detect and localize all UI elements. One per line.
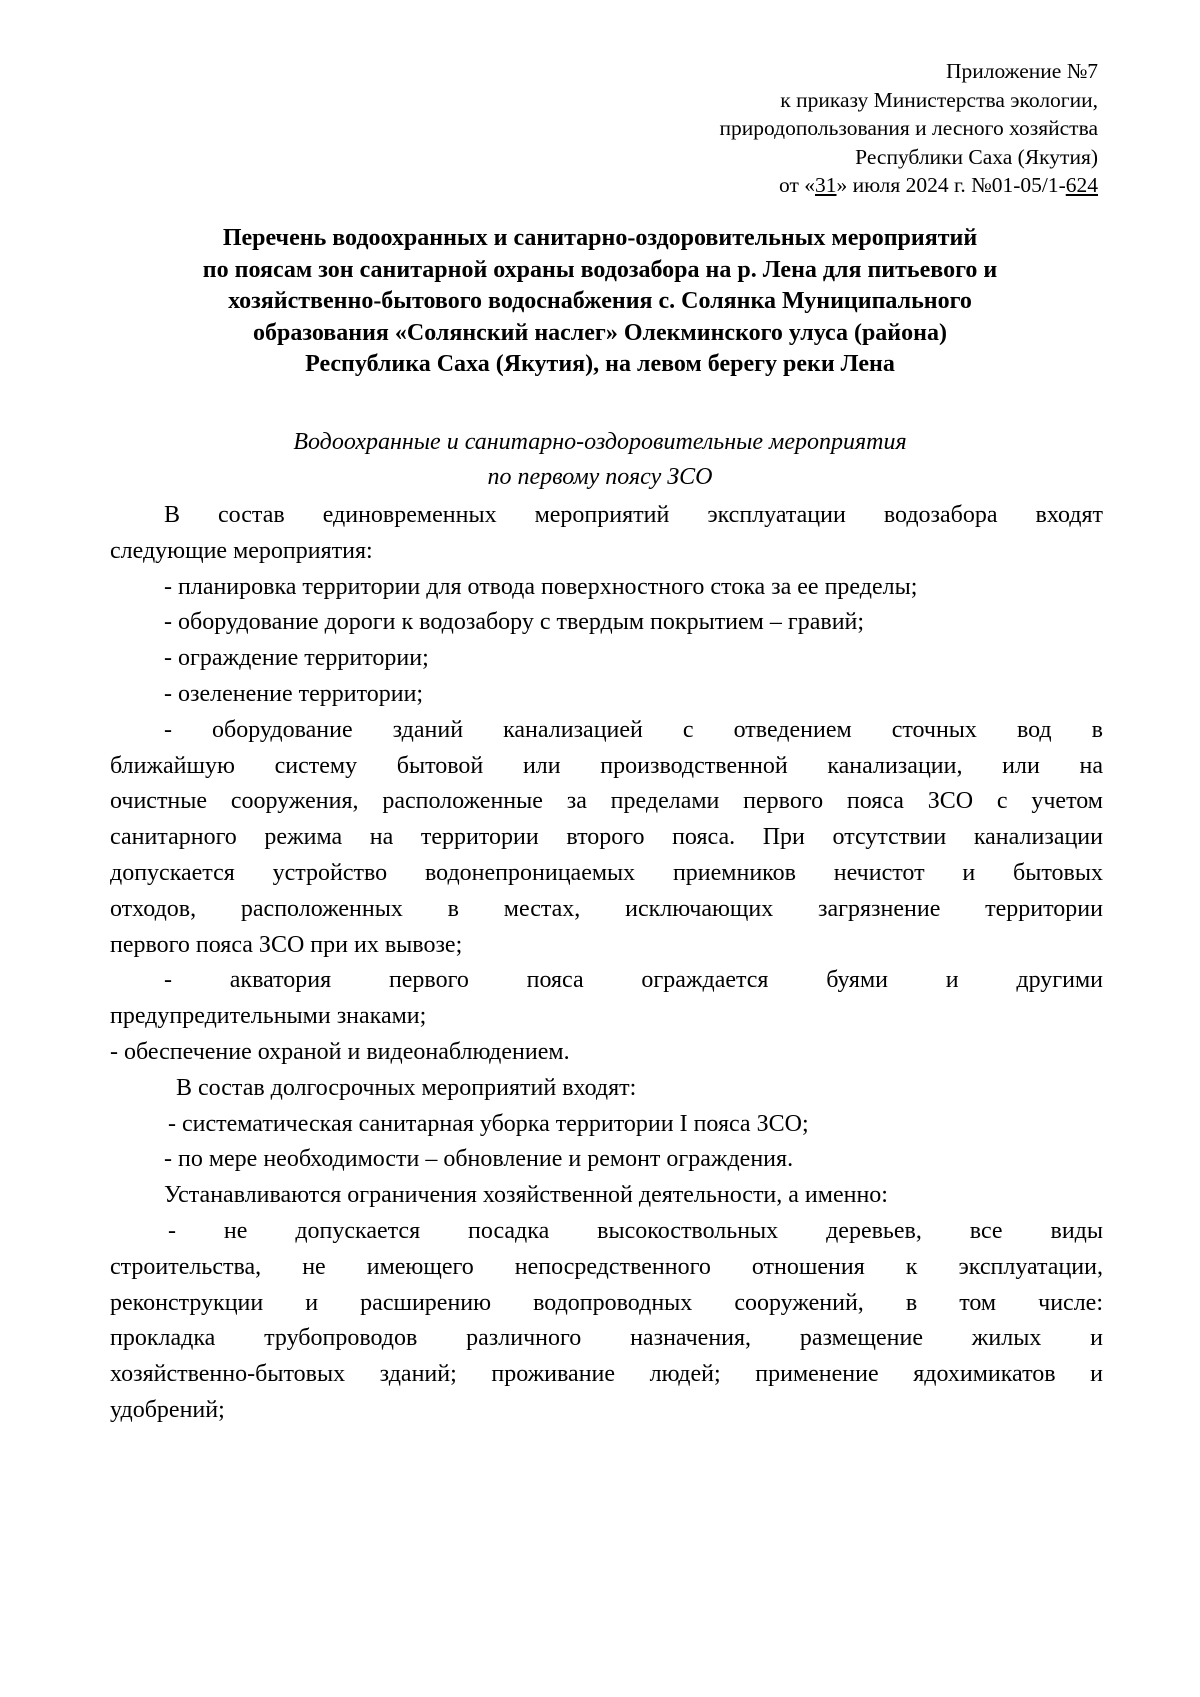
text-line: строительства, не имеющего непосредственного отношения к эксплуатации, [110, 1253, 1103, 1280]
list-item: - акватория первого пояса ограждается буями и другими [164, 967, 1103, 994]
list-item: - оборудование дороги к водозабору с твердым покрытием – гравий; [164, 609, 865, 636]
ministry-name: природопользования и лесного хозяйства [719, 116, 1098, 140]
date-middle: » июля 2024 г. №01-05/1- [836, 173, 1066, 197]
list-item: - оборудование зданий канализацией с отведением сточных вод в [164, 716, 1103, 743]
text-line: предупредительными знаками; [110, 1003, 427, 1030]
list-item: - систематическая санитарная уборка территории I пояса ЗСО; [168, 1110, 809, 1137]
title-line: Республика Саха (Якутия), на левом берегу реки Лена [305, 351, 895, 377]
order-number: 624 [1065, 173, 1098, 197]
document-title [100, 223, 1100, 381]
order-reference: к приказу Министерства экологии, [780, 87, 1098, 112]
subtitle-line: Водоохранные и санитарно-оздоровительные мероприятия [293, 429, 907, 455]
text-line: В состав единовременных мероприятий эксплуатации водозабора входят [164, 502, 1103, 528]
republic-name: Республики Саха (Якутия) [855, 144, 1098, 169]
list-item: - озеленение территории; [164, 680, 424, 707]
order-date-line [720, 171, 1098, 200]
title-line: Перечень водоохранных и санитарно-оздоровительных мероприятий [222, 225, 978, 251]
appendix-header [720, 57, 1098, 200]
text-line: В состав долгосрочных мероприятий входят: [176, 1074, 637, 1101]
subtitle-line: по первому поясу ЗСО [487, 464, 713, 490]
text-line: первого пояса ЗСО при их вывозе; [110, 931, 463, 958]
title-line: образования «Солянский наслег» Олекминского улуса (района) [253, 319, 947, 346]
text-line: Устанавливаются ограничения хозяйственной деятельности, а именно: [164, 1182, 888, 1209]
list-item: - обеспечение охраной и видеонаблюдением. [110, 1038, 570, 1065]
list-item: - ограждение территории; [164, 645, 429, 672]
section-subtitle [100, 425, 1100, 495]
text-line: удобрений; [110, 1396, 225, 1423]
title-line: хозяйственно-бытового водоснабжения с. Солянка Муниципального [228, 288, 972, 314]
list-item: - планировка территории для отвода поверхностного стока за ее пределы; [164, 573, 918, 600]
text-line: прокладка трубопроводов различного назначения, размещение жилых и [110, 1325, 1103, 1352]
list-item: - не допускается посадка высокоствольных деревьев, все виды [168, 1217, 1103, 1244]
text-line: ближайшую систему бытовой или производственной канализации, или на [110, 752, 1103, 779]
text-line: санитарного режима на территории второго пояса. При отсутствии канализации [110, 824, 1103, 851]
text-line: хозяйственно-бытовых зданий; проживание людей; применение ядохимикатов и [110, 1361, 1103, 1388]
text-line: очистные сооружения, расположенные за пределами первого пояса ЗСО с учетом [110, 788, 1103, 815]
text-line: отходов, расположенных в местах, исключающих загрязнение территории [110, 895, 1103, 922]
body-text [110, 498, 1103, 1429]
text-line: реконструкции и расширению водопроводных сооружений, в том числе: [110, 1289, 1103, 1316]
list-item: - по мере необходимости – обновление и ремонт ограждения. [164, 1146, 794, 1173]
appendix-number: Приложение №7 [945, 59, 1098, 83]
title-line: по поясам зон санитарной охраны водозабора на р. Лена для питьевого и [202, 256, 998, 283]
text-line: следующие мероприятия: [110, 537, 373, 564]
date-day: 31 [815, 173, 837, 197]
date-prefix: от « [779, 173, 816, 197]
text-line: допускается устройство водонепроницаемых приемников нечистот и бытовых [110, 859, 1103, 886]
